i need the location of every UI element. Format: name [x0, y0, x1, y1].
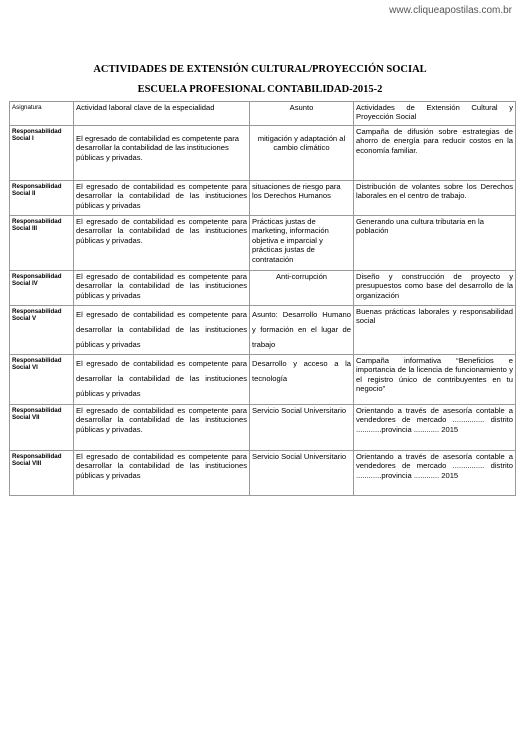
- cell-activity: El egresado de contabilidad es competente para desarrollar la contabilidad de las instituciones públicas y privadas.: [74, 126, 250, 181]
- cell-topic: mitigación y adaptación al cambio climático: [250, 126, 354, 181]
- cell-subject: Responsabilidad Social I: [10, 126, 74, 181]
- cell-subject: Responsabilidad Social IV: [10, 271, 74, 306]
- cell-subject: Responsabilidad Social II: [10, 181, 74, 216]
- header-subject: Asignatura: [10, 102, 74, 126]
- cell-subject: Responsabilidad Social VII: [10, 405, 74, 451]
- table-row: [10, 355, 516, 405]
- cell-extension: Orientando a través de asesoría contable a vendedores de mercado ............... distrito ............provincia ............ 2015: [354, 405, 516, 451]
- cell-activity: El egresado de contabilidad es competente para desarrollar la contabilidad de las instituciones públicas y privadas: [74, 355, 250, 405]
- watermark-url: www.cliqueapostilas.com.br: [389, 5, 512, 16]
- cell-topic: Prácticas justas de marketing, información objetiva e imparcial y prácticas justas de contratación: [250, 216, 354, 271]
- cell-subject: Responsabilidad Social VI: [10, 355, 74, 405]
- cell-extension: Buenas prácticas laborales y responsabilidad social: [354, 306, 516, 355]
- cell-subject: Responsabilidad Social VIII: [10, 451, 74, 496]
- table-row: [10, 181, 516, 216]
- cell-topic: Anti-corrupción: [250, 271, 354, 306]
- cell-activity: El egresado de contabilidad es competente para desarrollar la contabilidad de las instituciones públicas y privadas.: [74, 216, 250, 271]
- table-row: [10, 405, 516, 451]
- document-title: ACTIVIDADES DE EXTENSIÓN CULTURAL/PROYECCIÓN SOCIAL: [93, 64, 427, 75]
- cell-extension: Generando una cultura tributaria en la población: [354, 216, 516, 271]
- cell-topic: situaciones de riesgo para los Derechos Humanos: [250, 181, 354, 216]
- cell-extension: Distribución de volantes sobre los Derechos laborales en el centro de trabajo.: [354, 181, 516, 216]
- table-row: [10, 126, 516, 181]
- cell-activity: El egresado de contabilidad es competente para desarrollar la contabilidad de las instituciones públicas y privadas: [74, 181, 250, 216]
- header-topic: Asunto: [250, 102, 354, 126]
- table-row: [10, 306, 516, 355]
- cell-topic: Asunto: Desarrollo Humano y formación en el lugar de trabajo: [250, 306, 354, 355]
- header-activity: Actividad laboral clave de la especialidad: [74, 102, 250, 126]
- cell-extension: Orientando a través de asesoría contable a vendedores de mercado ............... distrito ............provincia ............ 2015: [354, 451, 516, 496]
- header-extension: Actividades de Extensión Cultural y Proyección Social: [354, 102, 516, 126]
- table-row: [10, 216, 516, 271]
- activities-table: [9, 101, 516, 496]
- cell-topic: Servicio Social Universitario: [250, 405, 354, 451]
- table-header-row: [10, 102, 516, 126]
- cell-extension: Campaña de difusión sobre estrategias de ahorro de energía para reducir costos en la economía familiar.: [354, 126, 516, 181]
- cell-extension: Diseño y construcción de proyecto y presupuestos como base del desarrollo de la organización: [354, 271, 516, 306]
- cell-extension: Campaña informativa “Beneficios e importancia de la licencia de funcionamiento y el registro único de contribuyentes en tu negocio”: [354, 355, 516, 405]
- cell-topic: Servicio Social Universitario: [250, 451, 354, 496]
- table-row: [10, 271, 516, 306]
- cell-activity: El egresado de contabilidad es competente para desarrollar la contabilidad de las instituciones públicas y privadas: [74, 306, 250, 355]
- document-subtitle: ESCUELA PROFESIONAL CONTABILIDAD-2015-2: [137, 84, 383, 95]
- cell-subject: Responsabilidad Social V: [10, 306, 74, 355]
- cell-activity: El egresado de contabilidad es competente para desarrollar la contabilidad de las instituciones públicas y privadas: [74, 451, 250, 496]
- cell-activity: El egresado de contabilidad es competente para desarrollar la contabilidad de las instituciones públicas y privadas.: [74, 405, 250, 451]
- cell-activity: El egresado de contabilidad es competente para desarrollar la contabilidad de las instituciones públicas y privadas: [74, 271, 250, 306]
- cell-topic: Desarrollo y acceso a la tecnología: [250, 355, 354, 405]
- cell-subject: Responsabilidad Social III: [10, 216, 74, 271]
- table-row: [10, 451, 516, 496]
